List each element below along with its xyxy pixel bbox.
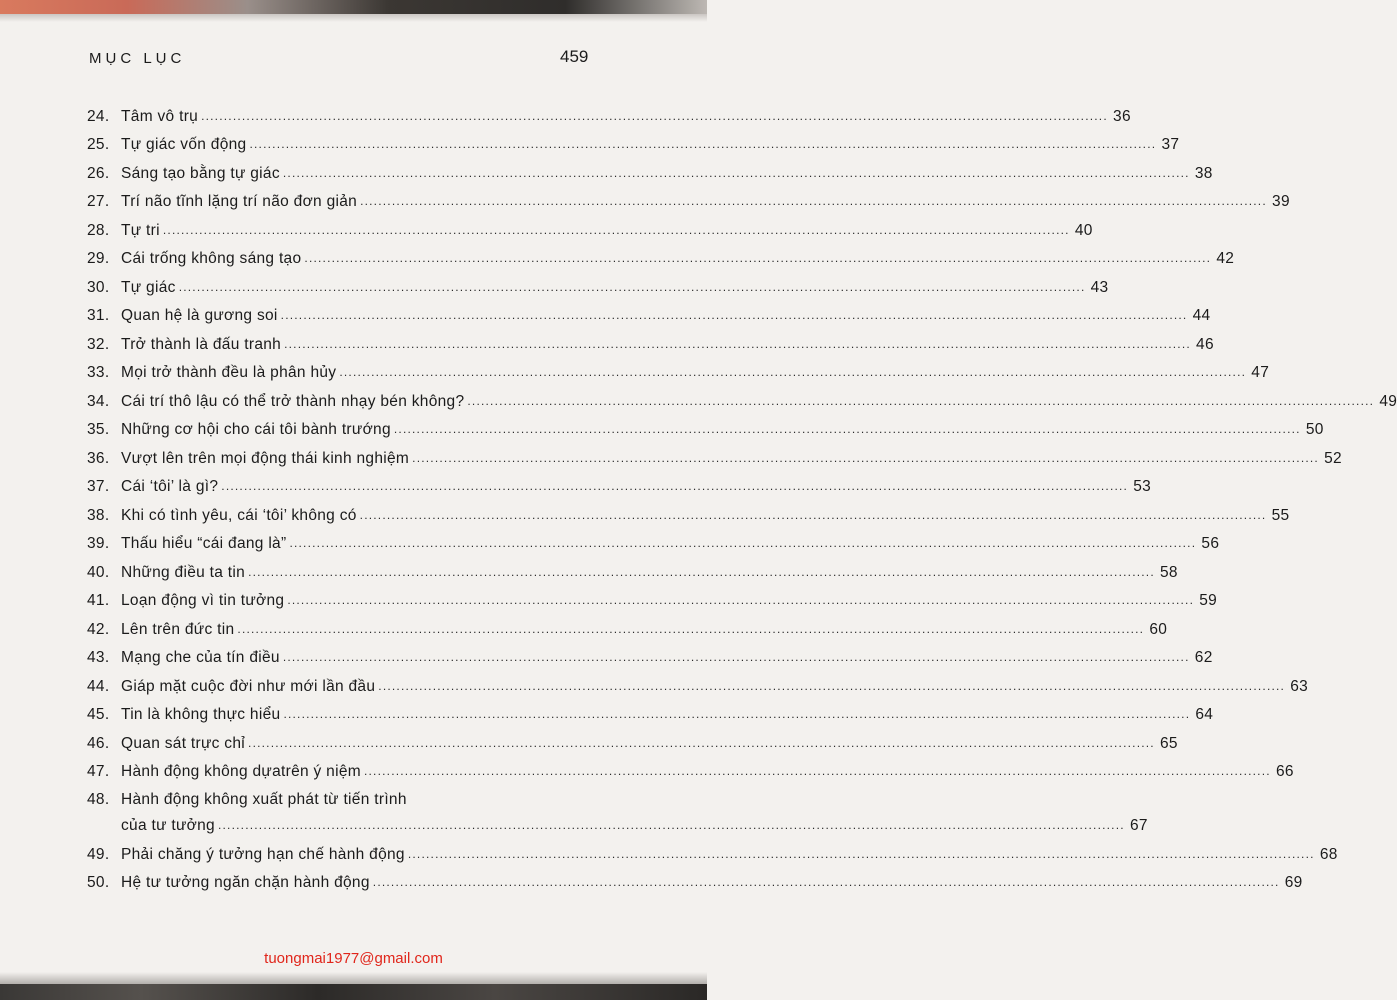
entry-title: Tự giác — [121, 278, 176, 296]
dot-leader: ........................................................................................................................................................................................................ — [248, 735, 1155, 750]
toc-entry — [87, 126, 1180, 155]
entry-page: 53 — [1133, 478, 1152, 495]
toc-entry — [87, 211, 1093, 240]
toc-entry — [87, 268, 1109, 297]
entry-number: 32. — [87, 335, 110, 353]
entry-page: 42 — [1216, 250, 1235, 267]
entry-title: Hành động không dựatrên ý niệm — [121, 763, 361, 780]
entry-title: Tự tri — [121, 221, 160, 239]
entry-number: 25. — [87, 136, 110, 153]
dot-leader: ........................................................................................................................................................................................................ — [162, 222, 1070, 237]
entry-number: 36. — [87, 449, 110, 467]
toc-entry — [87, 439, 1342, 468]
entry-number: 44. — [87, 677, 110, 695]
dot-leader: ........................................................................................................................................................................................................ — [378, 678, 1286, 693]
dot-leader: ........................................................................................................................................................................................................ — [407, 846, 1315, 861]
dot-leader: ........................................................................................................................................................................................................ — [467, 393, 1375, 408]
entry-page: 50 — [1305, 421, 1324, 438]
entry-page: 37 — [1161, 136, 1180, 153]
entry-number: 41. — [87, 592, 110, 609]
entry-number: 43. — [87, 649, 110, 666]
dot-leader: ........................................................................................................................................................................................................ — [412, 450, 1319, 465]
entry-number: 30. — [87, 278, 110, 296]
entry-number: 34. — [87, 392, 110, 410]
entry-title: Trí não tĩnh lặng trí não đơn giản — [121, 193, 358, 210]
dot-leader: ........................................................................................................................................................................................................ — [287, 593, 1195, 607]
entry-page: 43 — [1090, 278, 1109, 296]
toc-entry — [87, 781, 1148, 835]
page-number: 459 — [560, 47, 589, 66]
dot-leader: ........................................................................................................................................................................................................ — [359, 507, 1267, 522]
entry-title: Thấu hiểu “cái đang là” — [121, 535, 287, 552]
toc-entry — [87, 835, 1338, 864]
entry-page: 55 — [1271, 506, 1290, 524]
entry-title: Phải chăng ý tưởng hạn chế hành động — [121, 845, 405, 863]
toc-entry — [87, 297, 1211, 326]
entry-title: Những cơ hội cho cái tôi bành trướng — [121, 421, 391, 438]
entry-page: 38 — [1194, 164, 1213, 182]
dot-leader: ........................................................................................................................................................................................................ — [284, 336, 1191, 351]
dot-leader: ........................................................................................................................................................................................................ — [249, 137, 1157, 151]
entry-page: 65 — [1159, 734, 1178, 752]
entry-number: 39. — [87, 535, 110, 552]
entry-page: 62 — [1194, 649, 1213, 666]
toc-entry — [87, 382, 1397, 411]
entry-title: Mạng che của tín điều — [121, 649, 280, 666]
toc-entry — [87, 468, 1152, 497]
toc-entry — [87, 582, 1218, 611]
entry-title: Tâm vô trụ — [121, 107, 199, 125]
table-of-contents — [87, 97, 1397, 892]
entry-number: 48. — [87, 791, 110, 808]
dot-leader: ........................................................................................................................................................................................................ — [178, 279, 1086, 294]
bottom-page-edge — [0, 984, 707, 1000]
entry-title: Cái trống không sáng tạo — [121, 250, 302, 267]
dot-leader: ........................................................................................................................................................................................................ — [393, 422, 1301, 436]
toc-entry — [87, 753, 1294, 782]
entry-page: 63 — [1290, 677, 1309, 695]
entry-title: Quan hệ là gương soi — [121, 307, 278, 324]
entry-number: 26. — [87, 164, 110, 182]
dot-leader: ........................................................................................................................................................................................................ — [360, 194, 1267, 208]
dot-leader: ........................................................................................................................................................................................................ — [221, 479, 1129, 493]
entry-title: Tự giác vốn động — [121, 136, 247, 153]
entry-title: Những điều ta tin — [121, 563, 246, 581]
entry-page: 64 — [1195, 706, 1214, 723]
entry-page: 46 — [1196, 335, 1214, 353]
entry-number: 50. — [87, 874, 110, 891]
toc-entry — [87, 667, 1309, 696]
entry-page: 66 — [1275, 763, 1294, 780]
entry-title: Cái trí thô lậu có thể trở thành nhạy bén không? — [121, 392, 465, 410]
toc-entry — [87, 639, 1213, 668]
entry-page: 49 — [1379, 392, 1397, 410]
dot-leader: ........................................................................................................................................................................................................ — [280, 308, 1188, 322]
entry-title: Trở thành là đấu tranh — [121, 335, 282, 353]
dot-leader: ........................................................................................................................................................................................................ — [304, 251, 1212, 265]
toc-entry — [87, 864, 1303, 893]
entry-title: Vượt lên trên mọi động thái kinh nghiệm — [121, 449, 410, 467]
entry-number: 35. — [87, 421, 110, 438]
entry-page: 52 — [1324, 449, 1342, 467]
toc-entry — [87, 610, 1168, 639]
toc-entry — [87, 183, 1290, 212]
dot-leader: ........................................................................................................................................................................................................ — [237, 621, 1145, 636]
entry-title-continued: của tư tưởng — [121, 817, 215, 834]
entry-number: 49. — [87, 845, 110, 863]
entry-title: Hệ tư tưởng ngăn chặn hành động — [121, 874, 370, 891]
dot-leader: ........................................................................................................................................................................................................ — [282, 650, 1190, 664]
dot-leader: ........................................................................................................................................................................................................ — [289, 536, 1197, 550]
toc-entry — [87, 154, 1213, 183]
bottom-page-shadow — [0, 972, 707, 984]
toc-entry — [87, 411, 1324, 440]
footer-email[interactable]: tuongmai1977@gmail.com — [264, 950, 443, 967]
entry-number: 28. — [87, 221, 110, 239]
entry-page: 44 — [1192, 307, 1211, 324]
entry-number: 33. — [87, 364, 110, 381]
entry-page: 39 — [1272, 193, 1290, 210]
toc-entry — [87, 354, 1270, 383]
dot-leader: ........................................................................................................................................................................................................ — [372, 875, 1280, 889]
entry-page: 56 — [1201, 535, 1220, 552]
toc-entry — [87, 240, 1235, 269]
entry-number: 40. — [87, 563, 110, 581]
toc-entry — [87, 97, 1131, 126]
entry-title: Cái ‘tôi’ là gì? — [121, 478, 219, 495]
entry-title: Giáp mặt cuộc đời như mới lần đầu — [121, 677, 376, 695]
entry-page: 60 — [1149, 620, 1168, 638]
dot-leader: ........................................................................................................................................................................................................ — [282, 165, 1190, 180]
entry-title: Quan sát trực chỉ — [121, 734, 246, 752]
entry-page: 58 — [1160, 563, 1178, 581]
entry-number: 42. — [87, 620, 110, 638]
entry-title: Mọi trở thành đều là phân hủy — [121, 364, 337, 381]
running-header-title: MỤC LỤC — [89, 50, 186, 67]
entry-title: Hành động không xuất phát từ tiến trình — [121, 791, 407, 808]
entry-number: 29. — [87, 250, 110, 267]
toc-entry — [87, 325, 1214, 354]
entry-page: 47 — [1251, 364, 1270, 381]
dot-leader: ........................................................................................................................................................................................................ — [217, 818, 1125, 832]
top-page-edge — [0, 0, 707, 14]
toc-entry — [87, 553, 1178, 582]
dot-leader: ........................................................................................................................................................................................................ — [201, 108, 1108, 123]
entry-page: 67 — [1129, 817, 1148, 834]
top-page-shadow — [0, 14, 707, 22]
entry-title: Lên trên đức tin — [121, 620, 235, 638]
entry-number: 38. — [87, 506, 110, 524]
entry-number: 27. — [87, 193, 110, 210]
dot-leader: ........................................................................................................................................................................................................ — [283, 707, 1191, 721]
entry-number: 47. — [87, 763, 110, 780]
toc-entry — [87, 525, 1220, 554]
entry-number: 45. — [87, 706, 110, 723]
entry-title: Khi có tình yêu, cái ‘tôi’ không có — [121, 506, 357, 524]
dot-leader: ........................................................................................................................................................................................................ — [339, 365, 1247, 379]
entry-page: 40 — [1074, 221, 1093, 239]
entry-page: 68 — [1319, 845, 1338, 863]
toc-entry — [87, 724, 1178, 753]
entry-number: 31. — [87, 307, 110, 324]
entry-page: 69 — [1284, 874, 1303, 891]
entry-page: 36 — [1113, 107, 1131, 125]
entry-page: 59 — [1199, 592, 1218, 609]
toc-entry — [87, 496, 1290, 525]
dot-leader: ........................................................................................................................................................................................................ — [363, 764, 1271, 778]
dot-leader: ........................................................................................................................................................................................................ — [248, 564, 1155, 579]
entry-title: Tin là không thực hiểu — [121, 706, 281, 723]
entry-title: Loạn động vì tin tưởng — [121, 592, 285, 609]
entry-title: Sáng tạo bằng tự giác — [121, 164, 280, 182]
entry-number: 37. — [87, 478, 110, 495]
entry-number: 24. — [87, 107, 110, 125]
toc-entry — [87, 696, 1214, 725]
entry-number: 46. — [87, 734, 110, 752]
